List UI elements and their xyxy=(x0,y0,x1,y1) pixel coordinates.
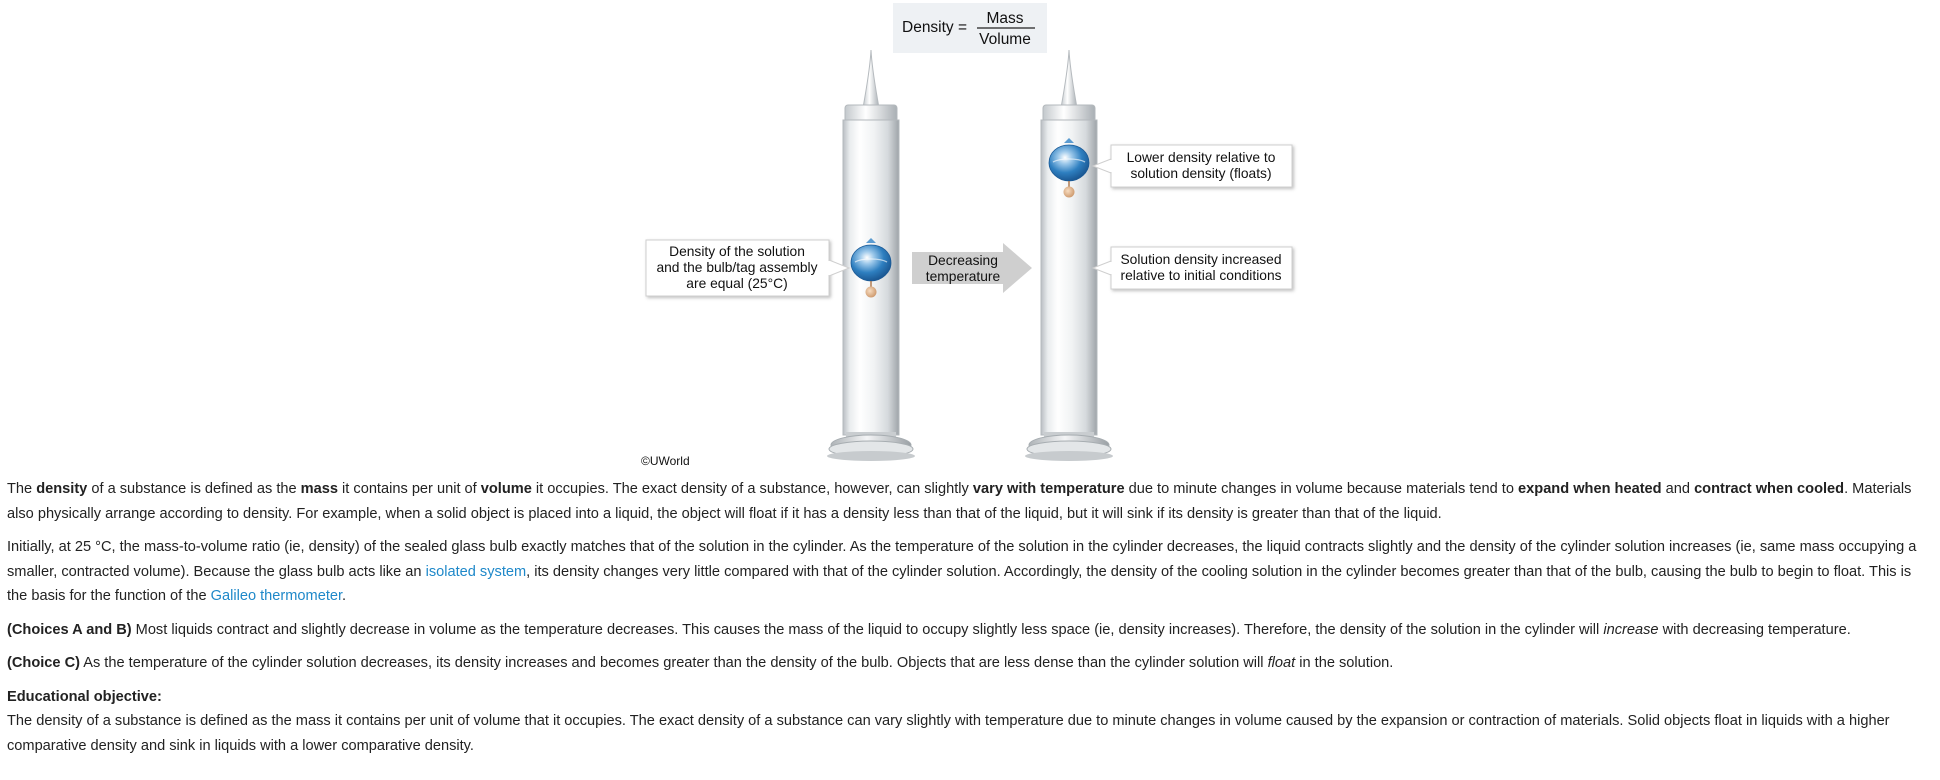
formula-denominator: Volume xyxy=(979,31,1031,48)
right-bottom-label-line2: relative to initial conditions xyxy=(1120,268,1282,283)
paragraph-choices-a-b: (Choices A and B) Most liquids contract and slightly decrease in volume as the temperature decreases. This causes the mass of the liquid to occupy slightly less space (ie, density increases). Therefore, the density of the solution in the cylinder will increase with decreasing temperature. xyxy=(7,621,1851,638)
paragraph-density-definition: The density of a substance is defined as the mass it contains per unit of volume it occupies. The exact density of a substance, however, can slightly vary with temperature due to minute changes in volume because materials tend to expand when heated and contract when cooled. Materials also physically arrange according to density. For example, when a solid object is placed into a liquid, the object will float if it has a density less than that of the liquid, but it will sink if its density is greater than that of the liquid. xyxy=(7,481,1912,522)
educational-objective-heading: Educational objective: xyxy=(7,688,162,705)
galileo-thermometer-link[interactable]: Galileo thermometer xyxy=(210,588,343,604)
decreasing-temperature-arrow xyxy=(912,243,1032,293)
choice-c-label: (Choice C) xyxy=(7,655,80,671)
formula-numerator: Mass xyxy=(986,10,1024,27)
left-callout xyxy=(646,240,849,296)
right-top-callout xyxy=(1093,145,1292,187)
density-formula xyxy=(893,3,1047,53)
paragraph-choice-c: (Choice C) As the temperature of the cylinder solution decreases, its density increases and becomes greater than the density of the bulb. Objects that are less dense than the cylinder solution will float in the solution. xyxy=(7,655,1394,671)
explanation xyxy=(7,477,1935,758)
educational-objective-text: The density of a substance is defined as the mass it contains per unit of volume that it occupies. The exact density of a substance can vary slightly with temperature due to minute changes in volume caused by the expansion or contraction of materials. Solid objects float in liquids with a higher comparative density and sink in liquids with a lower comparative density. xyxy=(7,713,1890,754)
right-bottom-callout xyxy=(1093,247,1292,289)
formula-lhs: Density = xyxy=(902,19,968,36)
paragraph-initial-conditions: Initially, at 25 °C, the mass-to-volume ratio (ie, density) of the sealed glass bulb exactly matches that of the solution in the cylinder. As the temperature of the solution in the cylinder decreases, the liquid contracts slightly and the density of the cylinder solution increases (ie, same mass occupying a smaller, contracted volume). Because the glass bulb acts like an isolated system, its density changes very little compared with that of the cylinder solution. Accordingly, the density of the cooling solution in the cylinder becomes greater than that of the bulb, causing the bulb to begin to float. This is the basis for the function of the Galileo thermometer. xyxy=(7,539,1917,604)
right-top-label-line1: Lower density relative to xyxy=(1126,150,1276,165)
left-label-line3: are equal (25°C) xyxy=(686,276,788,291)
arrow-label-line2: temperature xyxy=(925,269,1001,284)
right-top-label-line2: solution density (floats) xyxy=(1130,166,1272,181)
left-label-line2: and the bulb/tag assembly xyxy=(656,260,818,275)
right-cylinder xyxy=(1025,50,1113,461)
right-bottom-label-line1: Solution density increased xyxy=(1120,252,1282,267)
left-label-line1: Density of the solution xyxy=(669,244,805,259)
arrow-label-line1: Decreasing xyxy=(928,253,998,268)
choices-a-b-label: (Choices A and B) xyxy=(7,621,132,638)
isolated-system-link[interactable]: isolated system xyxy=(425,563,527,580)
copyright: ©UWorld xyxy=(641,454,690,468)
